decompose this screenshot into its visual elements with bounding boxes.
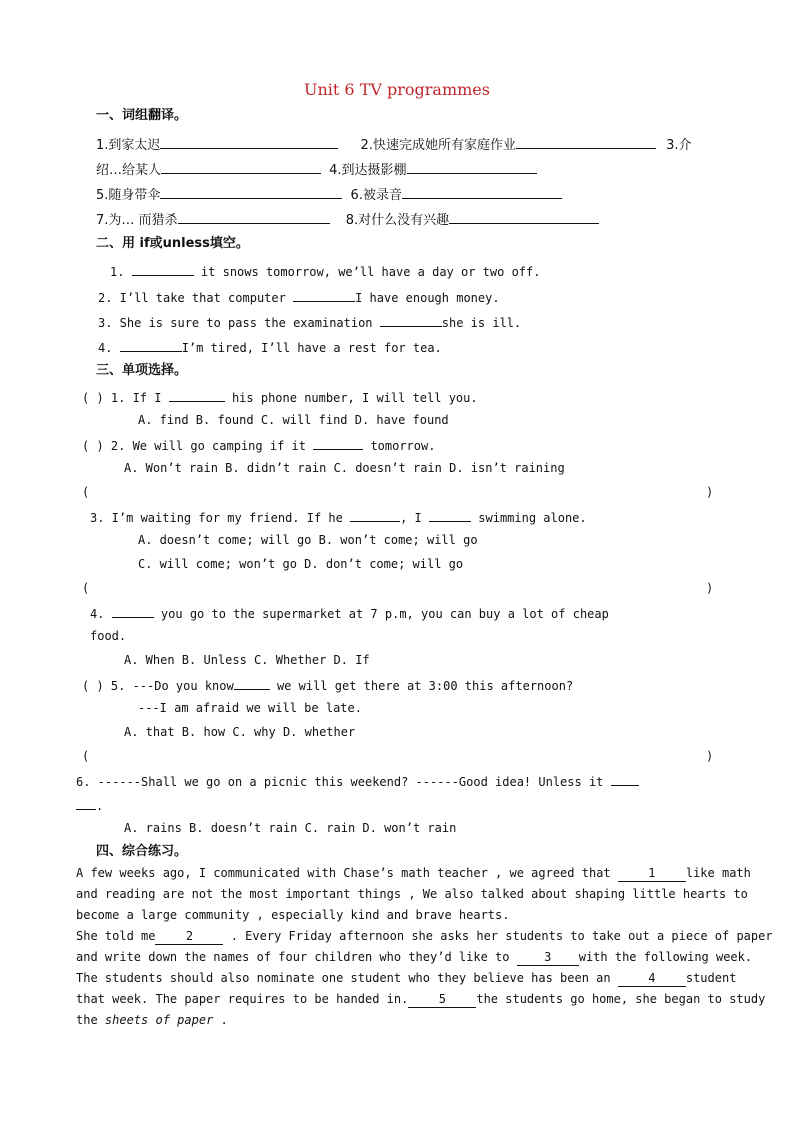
blank-line[interactable] <box>380 313 442 327</box>
question-number: 4. <box>98 341 113 355</box>
blank-line[interactable] <box>293 288 355 302</box>
passage-line-7 <box>76 991 765 1008</box>
passage-text: and write down the names of four children who they’d like to <box>76 950 510 964</box>
s3-q2-options: A. Won’t rain B. didn’t rain C. doesn’t rain D. isn’t raining <box>124 461 565 475</box>
blank-line[interactable] <box>161 160 321 174</box>
blank-line[interactable] <box>611 772 639 786</box>
question-text: 2. I’ll take that computer <box>98 291 286 305</box>
s3-question-4 <box>90 604 609 622</box>
answer-paren-open: ( <box>82 749 90 763</box>
s3-q5-options: A. that B. how C. why D. whether <box>124 725 356 739</box>
question-text: ( ) 2. We will go camping if it <box>82 439 306 453</box>
blank-line[interactable] <box>234 676 270 690</box>
question-text: 3. She is sure to pass the examination <box>98 316 373 330</box>
s3-question-5 <box>82 676 573 694</box>
s3-question-5-reply: ---I am afraid we will be late. <box>138 701 362 715</box>
question-text: , I <box>400 511 422 525</box>
s1-line-2 <box>96 160 537 179</box>
passage-line-4 <box>76 928 773 945</box>
s3-question-6-cont <box>76 796 103 814</box>
blank-line[interactable] <box>120 338 182 352</box>
question-text: 6. ------Shall we go on a picnic this weekend? ------Good idea! Unless it <box>76 775 604 789</box>
s1-item-5: 5.随身带伞 <box>96 188 161 203</box>
question-number: 4. <box>90 607 105 621</box>
answer-paren-close: ) <box>706 749 714 763</box>
question-text: ( ) 1. If I <box>82 391 162 405</box>
passage-text: student <box>685 971 737 985</box>
s1-line-4 <box>96 210 599 229</box>
s2-question-4 <box>98 338 442 356</box>
s1-line-1 <box>96 135 692 154</box>
question-text: swimming alone. <box>478 511 587 525</box>
s1-item-3-cont: 绍…给某人 <box>96 163 162 178</box>
blank-line[interactable] <box>169 388 225 402</box>
cloze-blank-3[interactable]: 3 <box>517 949 579 966</box>
s2-question-2 <box>98 288 500 306</box>
s1-line-3 <box>96 185 562 204</box>
s3-question-6 <box>76 772 639 790</box>
passage-text: that week. The paper requires to be handed in. <box>76 992 409 1006</box>
passage-line-6 <box>76 970 736 987</box>
question-number: 1. <box>110 265 125 279</box>
s1-item-6: 6.被录音 <box>350 188 402 203</box>
blank-line[interactable] <box>76 796 96 810</box>
s3-q4-options: A. When B. Unless C. Whether D. If <box>124 653 370 667</box>
blank-line[interactable] <box>516 135 656 149</box>
blank-line[interactable] <box>350 508 400 522</box>
cloze-blank-5[interactable]: 5 <box>408 991 476 1008</box>
question-text: it snows tomorrow, we’ll have a day or two off. <box>200 265 541 279</box>
passage-text: the <box>76 1013 98 1027</box>
question-text: his phone number, I will tell you. <box>231 391 478 405</box>
passage-text: like math <box>685 866 751 880</box>
answer-paren-close: ) <box>706 485 714 499</box>
s3-q1-options: A. find B. found C. will find D. have found <box>138 413 449 427</box>
passage-text: The students should also nominate one student who they believe has been an <box>76 971 611 985</box>
passage-line-1 <box>76 865 751 882</box>
s3-question-1 <box>82 388 478 406</box>
page-title: Unit 6 TV programmes <box>304 80 490 99</box>
passage-text: with the following week. <box>578 950 753 964</box>
blank-line[interactable] <box>160 135 338 149</box>
question-text: we will get there at 3:00 this afternoon? <box>276 679 574 693</box>
cloze-blank-1[interactable]: 1 <box>618 865 686 882</box>
s3-q6-options: A. rains B. doesn’t rain C. rain D. won’t rain <box>124 821 457 835</box>
blank-line[interactable] <box>132 262 194 276</box>
passage-line-5 <box>76 949 752 966</box>
s3-q3-options-cd: C. will come; won’t go D. don’t come; will go <box>138 557 464 571</box>
s1-item-3: 3.介 <box>666 138 692 153</box>
s1-item-1: 1.到家太迟 <box>96 138 161 153</box>
s1-item-7: 7.为… 而猎杀 <box>96 213 178 228</box>
section-3-heading: 三、单项选择。 <box>96 363 188 378</box>
blank-line[interactable] <box>112 604 154 618</box>
question-text: . <box>96 799 104 813</box>
section-2-heading: 二、用 if或unless填空。 <box>96 236 249 251</box>
question-text: ( ) 5. ---Do you know <box>82 679 234 693</box>
passage-text: . Every Friday afternoon she asks her students to take out a piece of paper <box>230 929 773 943</box>
blank-line[interactable] <box>449 210 599 224</box>
blank-line[interactable] <box>313 436 363 450</box>
s3-q3-options-ab: A. doesn’t come; will go B. won’t come; will go <box>138 533 478 547</box>
passage-line-8 <box>76 1012 228 1028</box>
cloze-blank-2[interactable]: 2 <box>155 928 223 945</box>
s1-item-4: 4.到达摄影棚 <box>329 163 407 178</box>
s2-question-3 <box>98 313 521 331</box>
s3-question-2 <box>82 436 435 454</box>
s1-item-2: 2.快速完成她所有家庭作业 <box>360 138 516 153</box>
passage-emphasis: sheets of paper <box>104 1013 214 1027</box>
passage-text: . <box>220 1013 228 1027</box>
blank-line[interactable] <box>178 210 330 224</box>
answer-paren-close: ) <box>706 581 714 595</box>
answer-paren-open: ( <box>82 485 90 499</box>
question-text: she is ill. <box>441 316 522 330</box>
section-1-heading: 一、词组翻译。 <box>96 108 188 123</box>
passage-line-2: and reading are not the most important things , We also talked about shaping little hearts to <box>76 887 748 901</box>
question-text: 3. I’m waiting for my friend. If he <box>90 511 343 525</box>
s3-question-4-cont: food. <box>90 629 127 643</box>
s1-item-8: 8.对什么没有兴趣 <box>345 213 450 228</box>
question-text: you go to the supermarket at 7 p.m, you can buy a lot of cheap <box>160 607 609 621</box>
section-4-heading: 四、综合练习。 <box>96 844 188 859</box>
blank-line[interactable] <box>429 508 471 522</box>
passage-text: She told me <box>76 929 156 943</box>
blank-line[interactable] <box>407 160 537 174</box>
question-text: I’m tired, I’ll have a rest for tea. <box>181 341 442 355</box>
question-text: I have enough money. <box>355 291 500 305</box>
blank-line[interactable] <box>402 185 562 199</box>
passage-text: A few weeks ago, I communicated with Chase’s math teacher , we agreed that <box>76 866 611 880</box>
s2-question-1 <box>110 262 540 280</box>
passage-text: the students go home, she began to study <box>476 992 766 1006</box>
answer-paren-open: ( <box>82 581 90 595</box>
blank-line[interactable] <box>160 185 342 199</box>
s3-question-3 <box>90 508 587 526</box>
passage-line-3: become a large community , especially kind and brave hearts. <box>76 908 510 922</box>
question-text: tomorrow. <box>370 439 436 453</box>
cloze-blank-4[interactable]: 4 <box>618 970 686 987</box>
